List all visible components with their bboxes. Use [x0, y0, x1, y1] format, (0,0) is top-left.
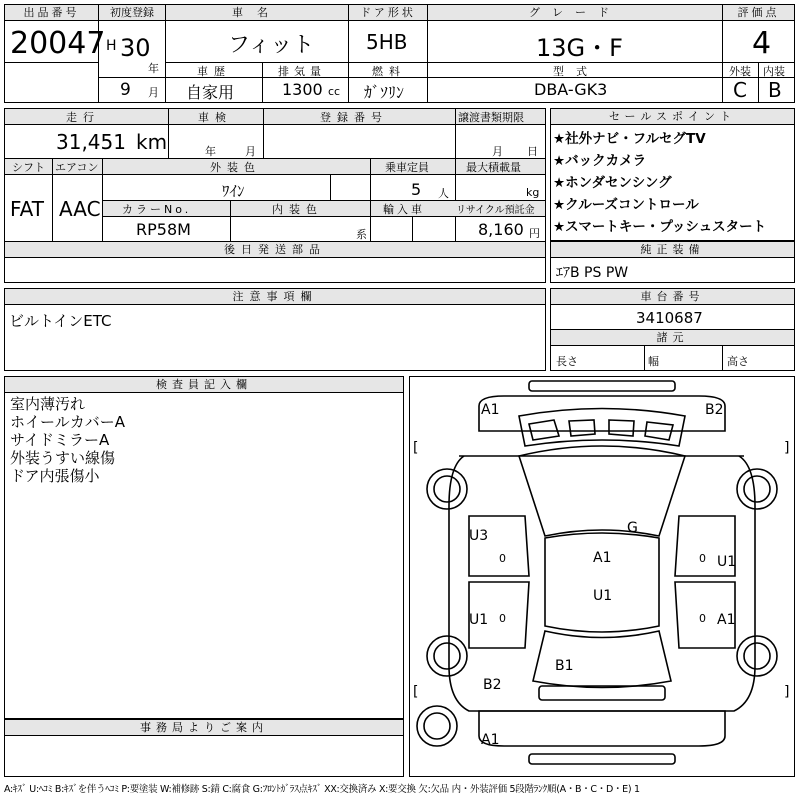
- transfer-label: 譲渡書類期限: [458, 111, 524, 124]
- transfer-day-unit: 日: [527, 145, 538, 158]
- spare-wheel: [417, 706, 457, 746]
- exterior-grade: C: [733, 78, 747, 102]
- mileage: 31,451: [56, 130, 126, 154]
- rear-glass-shape: [533, 631, 671, 688]
- rear-shape: [479, 711, 725, 746]
- inspector-line: 室内薄汚れ: [10, 395, 86, 413]
- mark-hood: A1: [593, 550, 612, 566]
- lot-number: 20047: [10, 26, 106, 61]
- notes-value: ビルトインETC: [9, 312, 112, 330]
- era: H: [106, 38, 117, 54]
- displacement-label: 排気量: [278, 65, 326, 78]
- zero-rr: 0: [699, 612, 706, 625]
- zero-rf: 0: [699, 552, 706, 565]
- reg-month: 9: [120, 80, 131, 100]
- car-diagram: [409, 376, 795, 777]
- color-no-label: カラーNo.: [122, 203, 192, 216]
- mark-roof: U1: [593, 588, 613, 604]
- inspector-line: ホイールカバーA: [10, 413, 125, 431]
- ac-label: エアコン: [55, 161, 99, 174]
- grade-label: グレード: [428, 5, 722, 21]
- bracket-right: ]: [784, 440, 790, 456]
- transfer-month-unit: 月: [492, 145, 503, 158]
- later-parts-label: 後日発送部品: [5, 242, 545, 258]
- sales-point: ★クルーズコントロール: [553, 197, 699, 213]
- capacity-label: 乗車定員: [385, 161, 429, 174]
- equipment-value: ｴｱB PS PW: [556, 265, 629, 281]
- office-title: 事務局よりご案内: [5, 720, 403, 736]
- year-unit: 年: [148, 62, 159, 75]
- sales-point: ★スマートキー・プッシュスタート: [553, 219, 767, 235]
- mark-front-left: A1: [481, 402, 500, 418]
- history-label: 車歴: [197, 65, 231, 78]
- grade: 13G・F: [536, 34, 623, 62]
- shift-label: シフト: [12, 161, 45, 174]
- door-label: ドア形状: [349, 5, 427, 21]
- wheel-fl: [427, 469, 467, 509]
- width-label: 幅: [648, 355, 659, 368]
- load-unit: kg: [526, 186, 540, 199]
- score: 4: [752, 26, 772, 61]
- int-color-unit: 系: [356, 228, 367, 241]
- body-outline: [449, 456, 755, 711]
- first-reg-label: 初度登録: [99, 5, 165, 21]
- history: 自家用: [186, 83, 235, 102]
- dims-title: 諸元: [551, 330, 794, 346]
- length-label: 長さ: [556, 355, 578, 368]
- door-type: 5HB: [366, 30, 408, 54]
- chassis-title: 車台番号: [551, 289, 794, 305]
- inspection-month-unit: 月: [245, 145, 256, 158]
- front-bumper-shape: [529, 381, 675, 391]
- mark-windshield: G: [627, 520, 638, 536]
- bracket-right-rear: ]: [784, 684, 790, 700]
- windshield-shape: [519, 446, 685, 536]
- lot-label: 出品番号: [5, 5, 98, 21]
- sales-point: ★社外ナビ・フルセグTV: [553, 131, 706, 147]
- mark-right-front-door: U1: [717, 554, 737, 570]
- reg-no-label: 登録番号: [320, 111, 388, 124]
- wheel-rl: [427, 636, 467, 676]
- model: DBA-GK3: [534, 80, 608, 99]
- roof-shape: [545, 533, 659, 632]
- bracket-left-rear: [: [413, 684, 419, 700]
- chassis-number: 3410687: [636, 309, 703, 327]
- wheel-fr: [737, 469, 777, 509]
- bracket-left: [: [413, 440, 419, 456]
- inspection-label: 車検: [198, 111, 232, 124]
- notes-title: 注意事項欄: [5, 289, 545, 305]
- recycle-label: リサイクル預託金: [456, 205, 535, 216]
- hood-shape: [519, 409, 685, 447]
- equipment-title: 純正装備: [551, 242, 794, 258]
- mark-left-front-door: U3: [469, 528, 489, 544]
- exterior-grade-label: 外装: [729, 65, 751, 78]
- ext-color: ﾜｲﾝ: [222, 182, 245, 200]
- car-name-label: 車名: [166, 5, 348, 21]
- sales-list: [553, 128, 766, 238]
- recycle-amount: 8,160: [478, 220, 524, 239]
- zero-lf: 0: [499, 552, 506, 565]
- left-front-door-shape: [469, 516, 529, 576]
- sales-point: ★ホンダセンシング: [553, 175, 672, 191]
- rear-bumper-shape: [529, 754, 675, 764]
- import-label: 輸入車: [383, 203, 425, 216]
- color-no: RP58M: [136, 220, 191, 239]
- sales-title: セールスポイント: [551, 109, 794, 125]
- model-label: 型式: [553, 65, 599, 78]
- mark-right-rear-door: A1: [717, 612, 736, 628]
- zero-lr: 0: [499, 612, 506, 625]
- displacement: 1300: [282, 80, 323, 99]
- mileage-unit: km: [136, 130, 168, 154]
- mark-rear-glass: B1: [555, 658, 574, 674]
- capacity-unit: 人: [438, 187, 449, 200]
- inspector-line: サイドミラーA: [10, 431, 110, 449]
- inspector-notes: [10, 395, 125, 485]
- mileage-label: 走行: [66, 111, 100, 124]
- interior-grade: B: [768, 78, 782, 102]
- inspector-title: 検査員記入欄: [5, 377, 403, 393]
- score-label: 評価点: [723, 5, 794, 21]
- inspector-line: ドア内張傷小: [10, 467, 100, 485]
- sales-point: ★バックカメラ: [553, 153, 647, 169]
- legend: A:ｷｽﾞ U:ﾍｺﾐ B:ｷｽﾞを伴うﾍｺﾐ P:要塗装 W:補修跡 S:錆 C:腐食 G:ﾌﾛﾝﾄｶﾞﾗｽ点ｷｽﾞ XX:交換済み X:要交換 欠:欠品 内・外装評価 5段階ﾗﾝｸ順(A・B・C・D・E) 1: [4, 784, 640, 795]
- ext-color-label: 外装色: [210, 161, 261, 174]
- capacity: 5: [411, 180, 422, 199]
- interior-grade-label: 内装: [763, 65, 785, 78]
- ac: AAC: [59, 197, 101, 221]
- wheel-rr: [737, 636, 777, 676]
- fuel: ｶﾞｿﾘﾝ: [364, 83, 405, 102]
- recycle-unit: 円: [529, 227, 540, 240]
- fuel-label: 燃料: [372, 65, 406, 78]
- reg-year: 30: [120, 34, 151, 62]
- mark-rear-left: B2: [483, 677, 502, 693]
- load-label: 最大積載量: [466, 161, 521, 174]
- inspector-line: 外装うすい線傷: [10, 449, 116, 467]
- height-label: 高さ: [727, 355, 749, 368]
- displacement-unit: cc: [328, 85, 341, 98]
- mark-left-rear-door: U1: [469, 612, 489, 628]
- month-unit: 月: [148, 86, 159, 99]
- front-shape: [479, 396, 725, 431]
- shift: FAT: [10, 197, 45, 221]
- mark-front-right: B2: [705, 402, 724, 418]
- mark-rear-bumper: A1: [481, 732, 500, 748]
- inspection-year-unit: 年: [205, 145, 216, 158]
- int-color-label: 内装色: [272, 203, 323, 216]
- car-name: フィット: [228, 33, 315, 58]
